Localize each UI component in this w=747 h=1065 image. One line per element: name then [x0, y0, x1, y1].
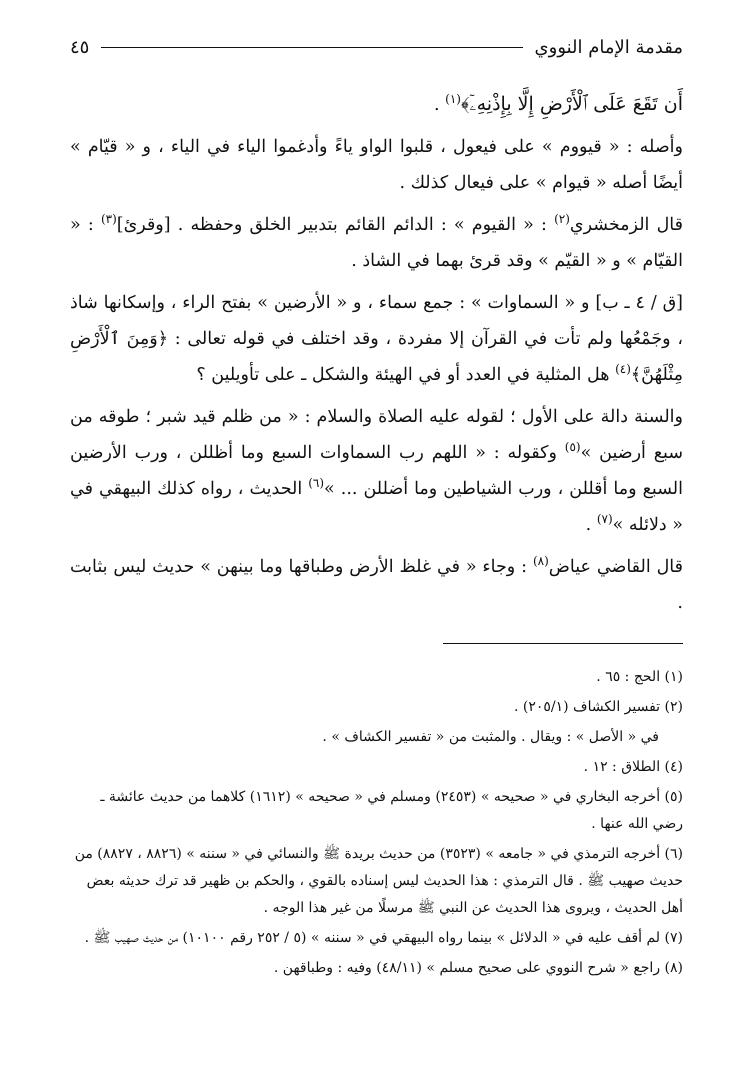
main-text — [70, 86, 683, 621]
footnote-separator — [443, 643, 683, 644]
paragraph-text: : « القيّام » و « القيّم » وقد قرئ بهما في الشاذ . — [70, 215, 683, 271]
running-header — [70, 30, 683, 64]
paragraph-text: : « القيوم » : الدائم القائم بتدبير الخلق وحفظه . [وقرئ] — [116, 215, 555, 235]
paragraph-text: : وجاء « في غلظ الأرض وطباقها وما بينهن » حديث ليس بثابت . — [70, 557, 683, 613]
paragraph-zamakhshari — [70, 207, 683, 279]
footnote: (١) الحج : ٦٥ . — [596, 669, 683, 685]
paragraph-sunnah — [70, 399, 683, 543]
paragraph-text: قال القاضي عياض — [548, 557, 683, 577]
footnote-ref: (٢) — [554, 212, 570, 227]
paragraph-text: قال الزمخشري — [569, 215, 683, 235]
footnote: (٥) أخرجه البخاري في « صحيحه » (٢٤٥٣) ومسلم في « صحيحه » (١٦١٢) كلاهما من حديث عائشة ـ رضي الله عنها . — [100, 789, 683, 832]
paragraph-text: [ق / ٤ ـ ب] و « السماوات » : جمع سماء ، و « الأرضين » بفتح الراء ، وإسكانها شاذ ، وجَمْعُها ولم تأت في القرآن إلا مفردة ، وقد اختلف في قوله تعالى : ﴿وَمِنَ ٱلْأَرْضِ مِثْلَهُنَّ﴾ — [70, 293, 683, 385]
footnote: (٨) راجع « شرح النووي على صحيح مسلم » (٤٨/١١) وفيه : وطباقهن . — [273, 960, 683, 976]
header-title: مقدمة الإمام النووي — [534, 36, 683, 58]
paragraph-iyad — [70, 549, 683, 621]
footnote: (٤) الطلاق : ١٢ . — [583, 759, 683, 775]
header-rule — [101, 47, 522, 48]
footnote-ref: (٤) — [615, 362, 631, 377]
footnote: في « الأصل » : ويقال . والمثبت من « تفسير الكشاف » . — [322, 729, 659, 745]
paragraph-heavens — [70, 285, 683, 393]
footnote: (٧) لم أقف عليه في « الدلائل » بينما رواه البيهقي في « سننه » (٥ / ٢٥٢ رقم ١٠١٠٠) من حديث صهيب ﷺ . — [84, 930, 683, 946]
footnotes — [70, 664, 683, 982]
paragraph-text: والسنة دالة على الأول ؛ لقوله عليه الصلاة والسلام : « من ظلم قيد شبر ؛ طوقه من سبع أرضين » — [70, 407, 683, 463]
page-number: ٤٥ — [70, 36, 90, 58]
footnote-ref: (٣) — [100, 212, 117, 227]
paragraph-origin: وأصله : « قيووم » على فيعول ، قلبوا الواو ياءً وأدغموا الياء في الياء ، و « قيّام » أيضًا أصله « قيوام » على فيعال كذلك . — [70, 137, 683, 193]
footnote: (٢) تفسير الكشاف (٢٠٥/١) . — [513, 699, 683, 715]
paragraph-text: هل المثلية في العدد أو في الهيئة والشكل ـ على تأويلين ؟ — [196, 365, 616, 385]
footnote-ref: (٥) — [564, 440, 581, 455]
paragraph-text: . — [434, 95, 446, 115]
paragraph-text: الحديث ، رواه كذلك البيهقي في « دلائله » — [70, 479, 683, 535]
footnote-ref: (٨) — [532, 554, 549, 569]
footnote-ref: (٧) — [596, 512, 613, 527]
footnote-ref: (١) — [445, 92, 461, 107]
paragraph-verse — [70, 86, 683, 123]
quran-verse: أَن تَقَعَ عَلَى ٱلْأَرْضِ إِلَّا بِإِذْنِهِۦٓ﴾ — [460, 93, 683, 115]
footnote: (٦) أخرجه الترمذي في « جامعه » (٣٥٢٣) من حديث بريدة ﷺ والنسائي في « سننه » (٨٨٢٦ ، ٨٨٢٧) من حديث صهيب ﷺ . قال الترمذي : هذا الحديث ليس إسناده بالقوي ، والحكم بن ظهير قد ترك حديثه بعض أهل الحديث ، ويروى هذا الحديث عن النبي ﷺ مرسلًا من غير هذا الوجه . — [74, 846, 683, 916]
paragraph-text: . — [585, 515, 597, 535]
paragraph-text: وكقوله : « اللهم رب السماوات السبع وما أظللن ، ورب الأرضين السبع وما أقللن ، ورب الشياطين وما أضللن ... » — [70, 443, 683, 499]
footnote-ref: (٦) — [308, 476, 325, 491]
